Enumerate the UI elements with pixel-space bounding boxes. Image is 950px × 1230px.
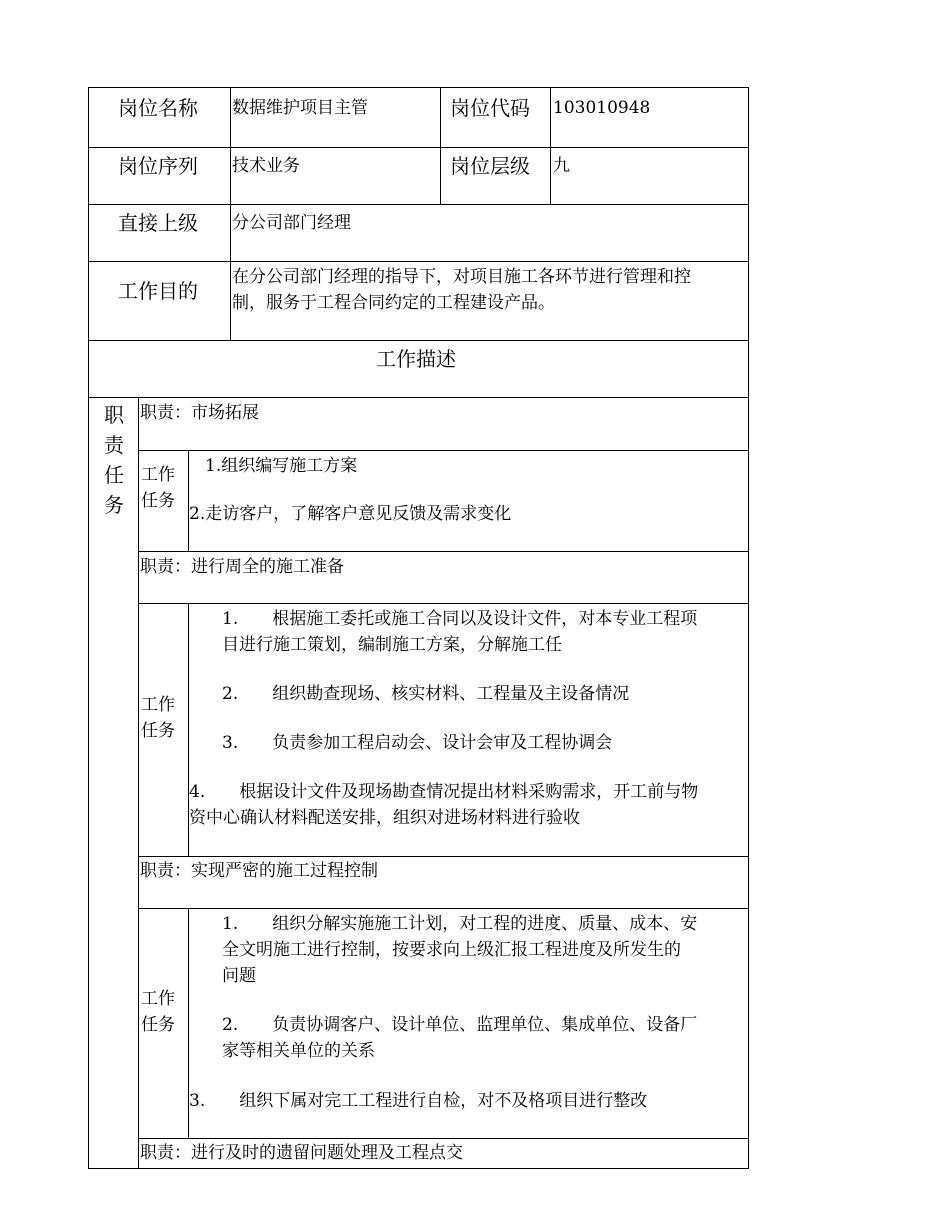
duty-title: 职责：进行周全的施工准备 xyxy=(140,557,344,577)
task-item: 目进行施工策划，编制施工方案，分解施工任 xyxy=(222,635,562,655)
task-item: 1.组织编写施工方案 xyxy=(205,456,358,476)
task-label-line: 任务 xyxy=(141,721,175,741)
task-label-line: 任务 xyxy=(141,1015,175,1035)
task-label-line: 工作 xyxy=(141,695,175,715)
direct-superior-value: 分公司部门经理 xyxy=(232,213,351,233)
direct-superior-label: 直接上级 xyxy=(118,211,198,235)
task-item: 4. 根据设计文件及现场勘查情况提出材料采购需求，开工前与物 xyxy=(189,782,699,802)
task-item: 问题 xyxy=(222,966,256,986)
task-label xyxy=(141,692,175,744)
vertical-char: 职 xyxy=(104,403,124,427)
duty-task-vertical-label xyxy=(90,400,138,520)
position-name-value: 数据维护项目主管 xyxy=(232,98,368,118)
job-purpose-line-2: 制，服务于工程合同约定的工程建设产品。 xyxy=(232,293,555,313)
task-item: 资中心确认材料配送安排，组织对进场材料进行验收 xyxy=(189,808,580,828)
task-label xyxy=(141,462,175,514)
position-level-label: 岗位层级 xyxy=(450,154,530,178)
task-item: 2. 组织勘查现场、核实材料、工程量及主设备情况 xyxy=(222,684,630,704)
job-purpose-label: 工作目的 xyxy=(118,279,198,303)
task-label-line: 工作 xyxy=(141,989,175,1009)
duty-title: 职责：进行及时的遗留问题处理及工程点交 xyxy=(140,1143,463,1163)
position-code-value: 103010948 xyxy=(553,98,651,118)
task-item: 3. 负责参加工程启动会、设计会审及工程协调会 xyxy=(222,733,613,753)
vertical-char: 责 xyxy=(104,433,124,457)
task-label xyxy=(141,986,175,1038)
duty-title: 职责：实现严密的施工过程控制 xyxy=(140,861,378,881)
vertical-char: 任 xyxy=(104,463,124,487)
position-name-label: 岗位名称 xyxy=(118,96,198,120)
task-item: 2.走访客户，了解客户意见反馈及需求变化 xyxy=(189,504,512,524)
duty-title: 职责：市场拓展 xyxy=(140,403,259,423)
task-item: 家等相关单位的关系 xyxy=(222,1041,375,1061)
task-item: 全文明施工进行控制，按要求向上级汇报工程进度及所发生的 xyxy=(222,940,681,960)
vertical-char: 务 xyxy=(104,493,124,517)
job-purpose-line-1: 在分公司部门经理的指导下，对项目施工各环节进行管理和控 xyxy=(232,267,691,287)
description-title: 工作描述 xyxy=(376,347,456,371)
task-label-line: 任务 xyxy=(141,491,175,511)
position-level-value: 九 xyxy=(553,156,570,176)
task-item: 1. 组织分解实施施工计划，对工程的进度、质量、成本、安 xyxy=(222,914,698,934)
position-sequence-label: 岗位序列 xyxy=(118,154,198,178)
position-code-label: 岗位代码 xyxy=(450,96,530,120)
task-item: 1. 根据施工委托或施工合同以及设计文件，对本专业工程项 xyxy=(222,609,698,629)
position-sequence-value: 技术业务 xyxy=(232,156,300,176)
task-label-line: 工作 xyxy=(141,465,175,485)
task-item: 2. 负责协调客户、设计单位、监理单位、集成单位、设备厂 xyxy=(222,1015,698,1035)
task-item: 3. 组织下属对完工工程进行自检，对不及格项目进行整改 xyxy=(189,1091,648,1111)
